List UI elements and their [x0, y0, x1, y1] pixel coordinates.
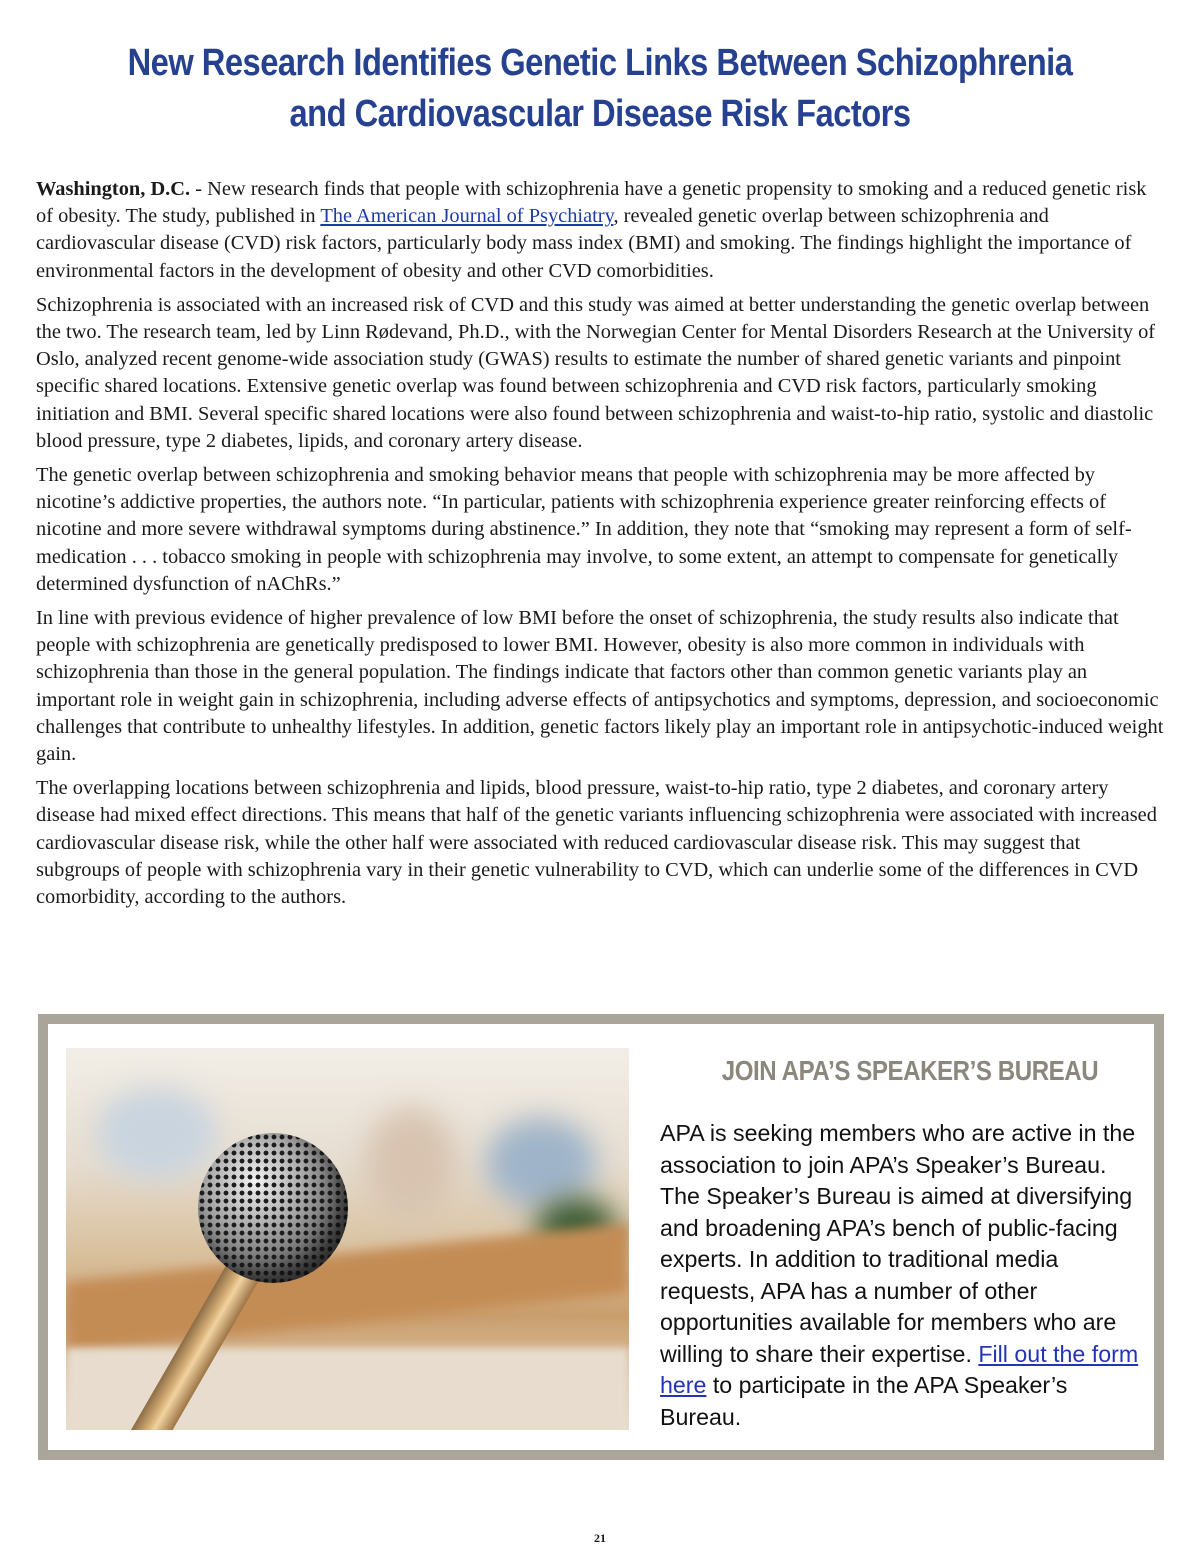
promo-text — [660, 1118, 1150, 1433]
article-title-line-2: and Cardiovascular Disease Risk Factors — [289, 93, 911, 135]
article-title-line-1: New Research Identifies Genetic Links Between Schizophrenia — [127, 42, 1073, 84]
paragraph-1-lead: New research finds that people with schizophrenia have a genetic propensity to smoking and a reduced genetic risk of obesity. The study, published in — [36, 178, 1147, 228]
form-link[interactable]: Fill out the form here — [660, 1340, 1139, 1398]
promo-text-lead: APA is seeking members who are active in the association to join APA’s Speaker’s Bureau. The Speaker’s Bureau is aimed at diversifying and broadening APA’s bench of public-facing experts. In addition to traditional media requests, APA has a number of other opportunities available for members who are willing to share their expertise. — [660, 1120, 1136, 1367]
paragraph-1-rest: , revealed genetic overlap between schizophrenia and cardiovascular disease (CVD) risk factors, particularly body mass index (BMI) and smoking. The findings highlight the importance of environmental factors in the development of obesity and other CVD comorbidities. — [36, 205, 1132, 282]
speakers-bureau-box — [38, 1014, 1164, 1460]
microphone-photo — [66, 1048, 629, 1430]
article-body — [36, 176, 1166, 918]
page-number: 21 — [594, 1531, 606, 1545]
dateline: Washington, D.C. — [36, 178, 191, 200]
promo-text-rest: to participate in the APA Speaker’s Bureau. — [660, 1372, 1068, 1430]
dateline-separator: - — [190, 178, 208, 200]
blurred-person — [366, 1108, 456, 1218]
blurred-person — [486, 1118, 596, 1208]
article-title — [101, 38, 1099, 140]
microphone-icon — [198, 1133, 348, 1283]
journal-link[interactable]: The American Journal of Psychiatry — [320, 205, 614, 228]
promo-title: JOIN APA’S SPEAKER’S BUREAU — [721, 1055, 1099, 1086]
paragraph-1 — [36, 176, 1166, 285]
paragraph-3: The genetic overlap between schizophrenia and smoking behavior means that people with schizophrenia may be more affected by nicotine’s addictive properties, the authors note. “In particular, patients with schizophrenia experience greater reinforcing effects of nicotine and more severe withdrawal symptoms during abstinence.” In addition, they note that “smoking may represent a form of self-medication . . . tobacco smoking in people with schizophrenia may involve, to some extent, an attempt to compensate for genetically determined dysfunction of nAChRs.” — [36, 464, 1132, 595]
paragraph-2: Schizophrenia is associated with an increased risk of CVD and this study was aimed at better understanding the genetic overlap between the two. The research team, led by Linn Rødevand, Ph.D., with the Norwegian Center for Mental Disorders Research at the University of Oslo, analyzed recent genome-wide association study (GWAS) results to estimate the number of shared genetic variants and pinpoint specific shared locations. Extensive genetic overlap was found between schizophrenia and CVD risk factors, particularly smoking initiation and BMI. Several specific shared locations were also found between schizophrenia and waist-to-hip ratio, systolic and diastolic blood pressure, type 2 diabetes, lipids, and coronary artery disease. — [36, 293, 1156, 452]
blurred-person — [96, 1088, 216, 1178]
paragraph-5: The overlapping locations between schizophrenia and lipids, blood pressure, waist-to-hip ratio, type 2 diabetes, and coronary artery disease had mixed effect directions. This means that half of the genetic variants influencing schizophrenia were associated with increased cardiovascular disease risk, while the other half were associated with reduced cardiovascular disease risk. This may suggest that subgroups of people with schizophrenia vary in their genetic vulnerability to CVD, which can underlie some of the differences in CVD comorbidity, according to the authors. — [36, 777, 1157, 909]
paragraph-4: In line with previous evidence of higher prevalence of low BMI before the onset of schizophrenia, the study results also indicate that people with schizophrenia are genetically predisposed to lower BMI. However, obesity is also more common in individuals with schizophrenia than those in the general population. The findings indicate that factors other than common genetic variants play an important role in weight gain in schizophrenia, including adverse effects of antipsychotics and symptoms, depression, and socioeconomic challenges that contribute to unhealthy lifestyles. In addition, genetic factors likely play an important role in antipsychotic-induced weight gain. — [36, 607, 1164, 766]
